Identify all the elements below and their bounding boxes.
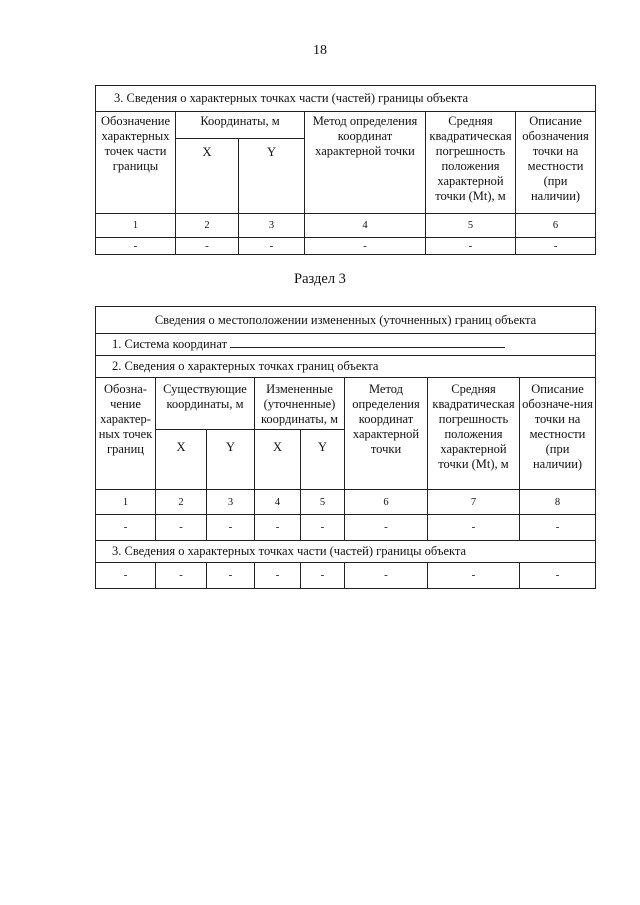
column-number: 2: [176, 214, 239, 238]
changed-boundaries-table: [95, 306, 596, 589]
column-number: 4: [255, 490, 301, 515]
column-number: 4: [305, 214, 426, 238]
column-number: 5: [426, 214, 516, 238]
coordinate-system-row: [96, 334, 596, 356]
table-cell: -: [255, 515, 301, 541]
coordinate-system-blank: [230, 337, 505, 348]
parts-title: 3. Сведения о характерных точках части (частей) границы объекта: [96, 541, 596, 563]
header-y-existing: Y: [207, 430, 255, 490]
header-changed-coordinates: Измененные (уточненные) координаты, м: [255, 378, 345, 430]
header-y: Y: [239, 139, 305, 214]
section-heading: Раздел 3: [294, 271, 346, 287]
table-cell: -: [345, 515, 428, 541]
table-row: [96, 563, 596, 589]
points-title: 2. Сведения о характерных точках границ объекта: [96, 356, 596, 378]
column-number: 6: [516, 214, 596, 238]
column-numbers-row: [96, 490, 596, 515]
header-designation: Обозначение характерных точек части границы: [96, 112, 176, 214]
column-number: 3: [239, 214, 305, 238]
table-cell: -: [428, 563, 520, 589]
column-number: 7: [428, 490, 520, 515]
table-cell: -: [207, 515, 255, 541]
table-cell: -: [96, 238, 176, 255]
column-number: 2: [156, 490, 207, 515]
header-existing-coordinates: Существующие координаты, м: [156, 378, 255, 430]
header-x-changed: X: [255, 430, 301, 490]
table-cell: -: [96, 563, 156, 589]
column-number: 1: [96, 214, 176, 238]
table-cell: -: [156, 563, 207, 589]
column-number: 8: [520, 490, 596, 515]
header-accuracy: Средняя квадратическая погрешность положения характерной точки (Mt), м: [428, 378, 520, 490]
table1-title: 3. Сведения о характерных точках части (частей) границы объекта: [96, 86, 596, 112]
header-accuracy: Средняя квадратическая погрешность положения характерной точки (Mt), м: [426, 112, 516, 214]
table-cell: -: [207, 563, 255, 589]
table-row: [96, 515, 596, 541]
table-cell: -: [520, 515, 596, 541]
header-x-existing: X: [156, 430, 207, 490]
table-cell: -: [345, 563, 428, 589]
table-cell: -: [516, 238, 596, 255]
table-cell: -: [305, 238, 426, 255]
column-numbers-row: [96, 214, 596, 238]
table-cell: -: [301, 563, 345, 589]
header-method: Метод определения координат характерной точки: [345, 378, 428, 490]
table-cell: -: [255, 563, 301, 589]
table2-title: Сведения о местоположении измененных (уточненных) границ объекта: [96, 307, 596, 334]
header-designation: Обозна-чение характер-ных точек границ: [96, 378, 156, 490]
header-coordinates: Координаты, м: [176, 112, 305, 139]
column-number: 5: [301, 490, 345, 515]
coordinate-system-label: 1. Система координат: [112, 337, 228, 351]
column-number: 3: [207, 490, 255, 515]
column-number: 1: [96, 490, 156, 515]
table-cell: -: [96, 515, 156, 541]
header-y-changed: Y: [301, 430, 345, 490]
table-row: [96, 238, 596, 255]
table-cell: -: [156, 515, 207, 541]
table-cell: -: [301, 515, 345, 541]
page-number: 18: [313, 43, 327, 58]
table-cell: -: [520, 563, 596, 589]
table-cell: -: [426, 238, 516, 255]
table-cell: -: [428, 515, 520, 541]
header-description: Описание обозначения точки на местности (при наличии): [516, 112, 596, 214]
header-description: Описание обозначе-ния точки на местности (при наличии): [520, 378, 596, 490]
table-cell: -: [176, 238, 239, 255]
header-method: Метод определения координат характерной точки: [305, 112, 426, 214]
column-number: 6: [345, 490, 428, 515]
table-cell: -: [239, 238, 305, 255]
part-boundary-points-table: [95, 85, 596, 255]
header-x: X: [176, 139, 239, 214]
